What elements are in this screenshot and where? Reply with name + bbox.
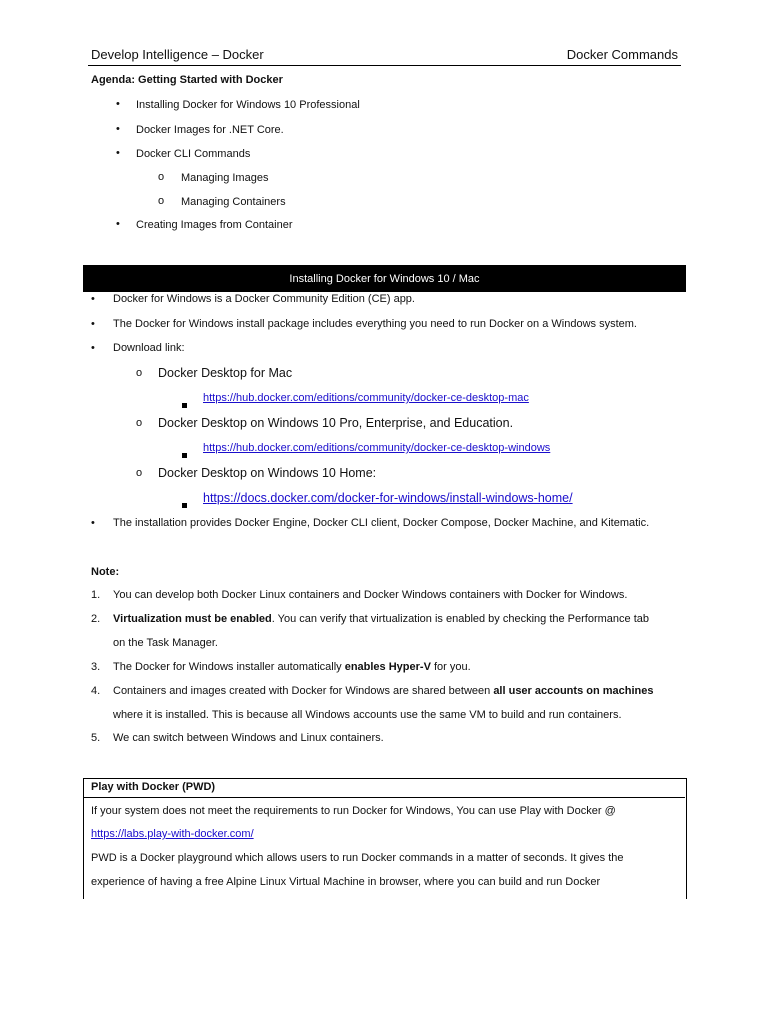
note-num: 5. (91, 732, 101, 744)
bullet-icon: • (116, 218, 120, 230)
note-num: 1. (91, 589, 101, 601)
agenda-item: Docker Images for .NET Core. (136, 124, 284, 136)
pwd-text: If your system does not meet the requirements to run Docker for Windows, You can use Play with Docker @ (91, 805, 616, 817)
note-title: Note: (91, 566, 120, 578)
agenda-item: Installing Docker for Windows 10 Professional (136, 99, 360, 111)
circle-bullet-icon: o (136, 417, 143, 429)
note-item-continued: where it is installed. This is because all Windows accounts use the same VM to build and run containers. (113, 709, 622, 721)
bullet-icon: • (116, 98, 120, 110)
note-num: 4. (91, 685, 101, 697)
note-item: The Docker for Windows installer automatically enables Hyper-V for you. (113, 661, 471, 673)
pwd-text: PWD is a Docker playground which allows users to run Docker commands in a matter of seconds. It gives the (91, 852, 624, 864)
pwd-link[interactable]: https://labs.play-with-docker.com/ (91, 828, 254, 840)
pwd-box-divider (84, 797, 685, 798)
header-right: Docker Commands (566, 47, 678, 62)
header-left: Develop Intelligence – Docker (91, 47, 264, 62)
circle-bullet-icon: o (136, 467, 143, 479)
header-divider (88, 65, 681, 66)
agenda-item: Docker CLI Commands (136, 148, 251, 160)
note-item: You can develop both Docker Linux containers and Docker Windows containers with Docker for Windows. (113, 589, 628, 601)
square-bullet-icon (182, 495, 187, 513)
bullet-icon: • (91, 318, 95, 330)
agenda-title: Agenda: Getting Started with Docker (91, 74, 283, 86)
note-num: 3. (91, 661, 101, 673)
section-heading: Installing Docker for Windows 10 / Mac (289, 272, 480, 285)
circle-bullet-icon: o (136, 367, 143, 379)
agenda-item: Creating Images from Container (136, 219, 293, 231)
note-item: Virtualization must be enabled. You can verify that virtualization is enabled by checking the Performance tab (113, 613, 649, 625)
square-bullet-icon (182, 395, 187, 413)
bullet-icon: • (116, 123, 120, 135)
download-label: Docker Desktop on Windows 10 Home: (158, 466, 377, 480)
note-num: 2. (91, 613, 101, 625)
download-label: Docker Desktop on Windows 10 Pro, Enterprise, and Education. (158, 416, 514, 430)
install-bullet: Download link: (113, 342, 185, 354)
bullet-icon: • (91, 517, 95, 529)
install-bullet: The installation provides Docker Engine, Docker CLI client, Docker Compose, Docker Machine, and Kitematic. (113, 517, 650, 529)
section-heading-bar (83, 265, 686, 292)
circle-bullet-icon: o (158, 195, 165, 207)
install-bullet: Docker for Windows is a Docker Community Edition (CE) app. (113, 293, 415, 305)
install-bullet: The Docker for Windows install package includes everything you need to run Docker on a Windows system. (113, 318, 637, 330)
note-item: We can switch between Windows and Linux containers. (113, 732, 384, 744)
circle-bullet-icon: o (158, 171, 165, 183)
agenda-subitem: Managing Containers (181, 196, 286, 208)
agenda-subitem: Managing Images (181, 172, 269, 184)
download-link-mac[interactable]: https://hub.docker.com/editions/community/docker-ce-desktop-mac (203, 392, 529, 404)
bullet-icon: • (91, 342, 95, 354)
note-item-continued: on the Task Manager. (113, 637, 218, 649)
download-label: Docker Desktop for Mac (158, 366, 293, 380)
pwd-title: Play with Docker (PWD) (91, 781, 216, 793)
bullet-icon: • (91, 293, 95, 305)
square-bullet-icon (182, 445, 187, 463)
pwd-text: experience of having a free Alpine Linux Virtual Machine in browser, where you can build and run Docker (91, 876, 601, 888)
note-item: Containers and images created with Docker for Windows are shared between all user accounts on machines (113, 685, 654, 697)
download-link-windows[interactable]: https://hub.docker.com/editions/community/docker-ce-desktop-windows (203, 442, 551, 454)
bullet-icon: • (116, 147, 120, 159)
download-link-windows-home[interactable]: https://docs.docker.com/docker-for-windows/install-windows-home/ (203, 491, 573, 505)
